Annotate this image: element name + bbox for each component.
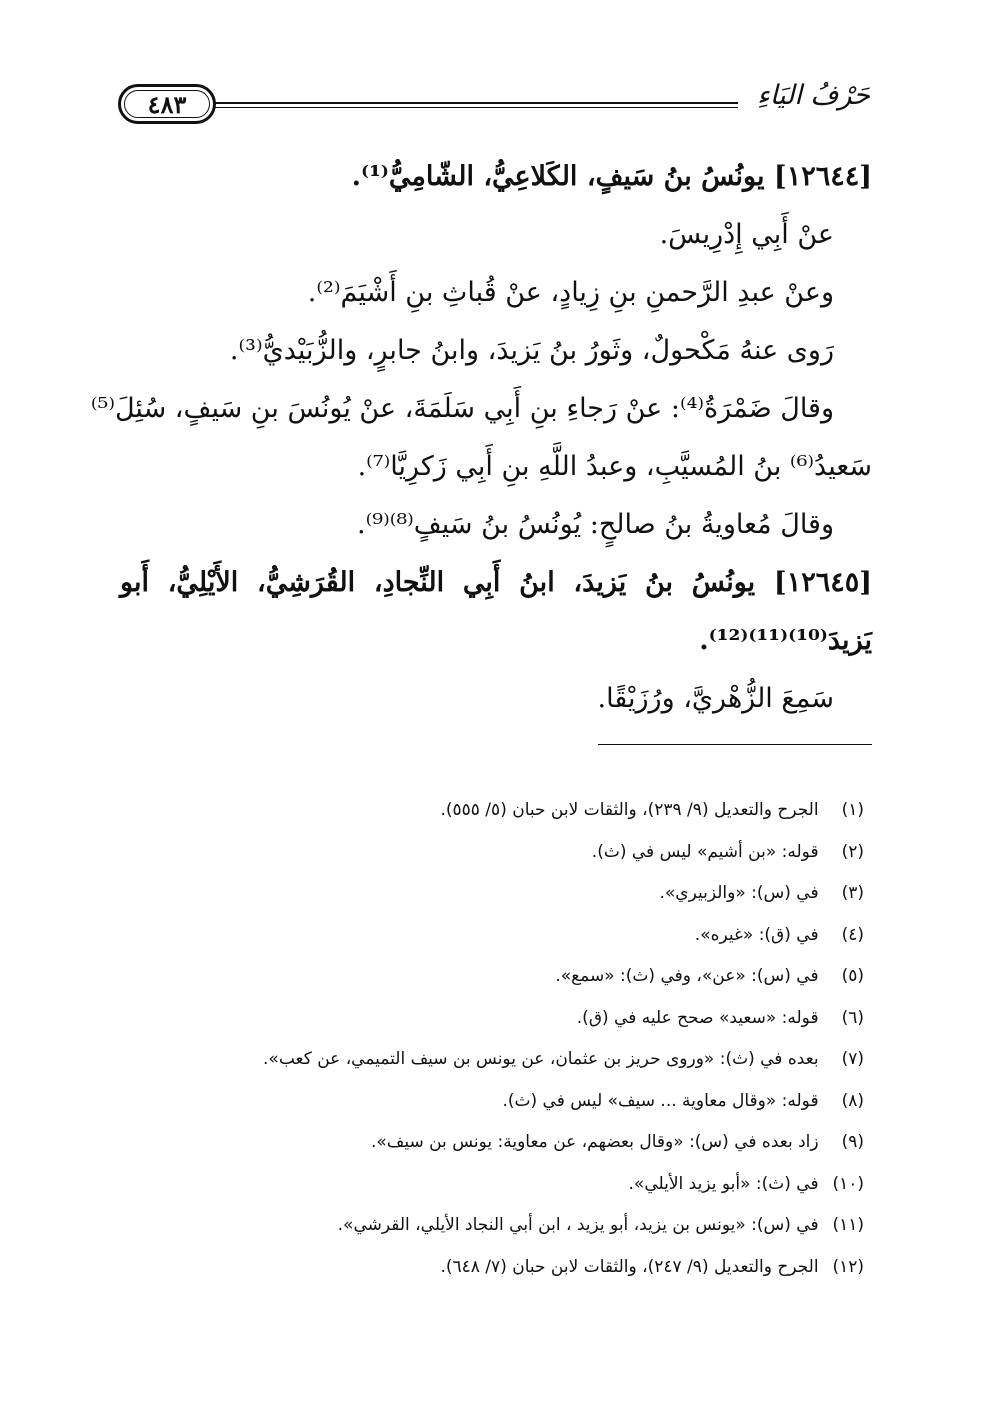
footnote-text: قوله: «بن أشيم» ليس في (ث). <box>591 841 819 862</box>
footnote <box>120 873 872 915</box>
footnote-text: زاد بعده في (س): «وقال بعضهم، عن معاوية: يونس بن سيف». <box>370 1132 819 1152</box>
footnote-number: (٨) <box>841 1090 864 1111</box>
footnote-text: في (س): «عن»، وفي (ث): «سمع». <box>555 966 819 986</box>
footnote-text: بعده في (ث): «وروى حريز بن عثمان، عن يونس بن سيف التميمي، عن كعب». <box>263 1049 819 1069</box>
footnote <box>120 1205 872 1247</box>
footnote-text: في (س): «والزبيري». <box>659 883 819 903</box>
page-number: ٤٨٣ <box>147 89 187 119</box>
footnote-number: (٢) <box>841 841 864 862</box>
footnote-text: في (س): «يونس بن يزيد، أبو يزيد ، ابن أبي النجاد الأيلي، القرشي». <box>337 1215 819 1235</box>
footnote-number: (٤) <box>841 924 864 945</box>
footnote-number: (١٢) <box>832 1256 864 1277</box>
text-line: عنْ أَبِي إِدْرِيسَ. <box>659 219 834 250</box>
page-number-badge <box>118 84 216 124</box>
page-header <box>118 76 870 136</box>
footnote-number: (٦) <box>841 1007 864 1028</box>
footnote-text: الجرح والتعديل (٩/ ٢٣٩)، والثقات لابن حبان (٥/ ٥٥٥). <box>440 800 819 820</box>
footnote-number: (٩) <box>841 1132 864 1152</box>
entry-heading-12645-cont: يَزيدَ⁽¹⁰⁾⁽¹¹⁾⁽¹²⁾. <box>699 625 872 656</box>
footnote <box>120 998 872 1040</box>
footnote <box>120 1247 872 1289</box>
footnote-number: (٣) <box>841 883 864 903</box>
section-title: حَرْفُ اليَاءِ <box>757 80 870 111</box>
footnote-separator <box>598 744 872 745</box>
footnote <box>120 956 872 998</box>
footnote <box>120 1039 872 1081</box>
entry-heading-12644: [١٢٦٤٤] يونُسُ بنُ سَيفٍ، الكَلاعِيُّ، الشّامِيُّ⁽¹⁾. <box>351 161 872 192</box>
footnote <box>120 915 872 957</box>
main-text <box>90 148 872 728</box>
footnote-number: (٥) <box>841 966 864 986</box>
footnotes <box>120 790 872 1288</box>
footnote-number: (١١) <box>832 1215 864 1235</box>
footnote <box>120 832 872 874</box>
footnote-text: في (ث): «أبو يزيد الأيلي». <box>628 1173 819 1194</box>
footnote <box>120 1122 872 1164</box>
footnote-text: قوله: «وقال معاوية ... سيف» ليس في (ث). <box>502 1090 819 1111</box>
footnote-text: الجرح والتعديل (٩/ ٢٤٧)، والثقات لابن حبان (٧/ ٦٤٨). <box>440 1256 819 1277</box>
text-line: سَعيدُ⁽⁶⁾ بنُ المُسيَّبِ، وعبدُ اللَّهِ بنِ أَبِي زَكرِيَّا⁽⁷⁾. <box>357 451 872 482</box>
entry-heading-12645: [١٢٦٤٥] يونُسُ بنُ يَزيدَ، ابنُ أَبِي النِّجادِ، القُرَشِيُّ، الأَيْلِيُّ، أَبو <box>120 567 872 598</box>
footnote-number: (٧) <box>841 1049 864 1069</box>
text-line: رَوى عنهُ مَكْحولٌ، وثَورُ بنُ يَزيدَ، وابنُ جابرٍ، والزُّبَيْديُّ⁽³⁾. <box>229 335 834 366</box>
footnote <box>120 1164 872 1206</box>
footnote-text: قوله: «سعيد» صحح عليه في (ق). <box>576 1007 819 1028</box>
text-line: وقالَ مُعاويةُ بنُ صالحٍ: يُونُسُ بنُ سَيفٍ⁽⁸⁾⁽⁹⁾. <box>357 509 834 540</box>
header-rule <box>214 102 738 104</box>
footnote <box>120 790 872 832</box>
footnote-number: (١٠) <box>832 1173 864 1194</box>
text-line: وقالَ ضَمْرَةُ⁽⁴⁾: عنْ رَجاءِ بنِ أَبِي سَلَمَةَ، عنْ يُونُسَ بنِ سَيفٍ، سُئِلَ⁽⁵⁾ <box>90 393 834 424</box>
footnote-text: في (ق): «غيره». <box>694 924 819 945</box>
text-line: سَمِعَ الزُّهْريَّ، ورُزَيْقًا. <box>597 683 834 714</box>
text-line: وعنْ عبدِ الرَّحمنِ بنِ زِيادٍ، عنْ قُباثِ بنِ أَشْيَمَ⁽²⁾. <box>307 277 834 308</box>
footnote-number: (١) <box>841 800 864 820</box>
footnote <box>120 1081 872 1123</box>
